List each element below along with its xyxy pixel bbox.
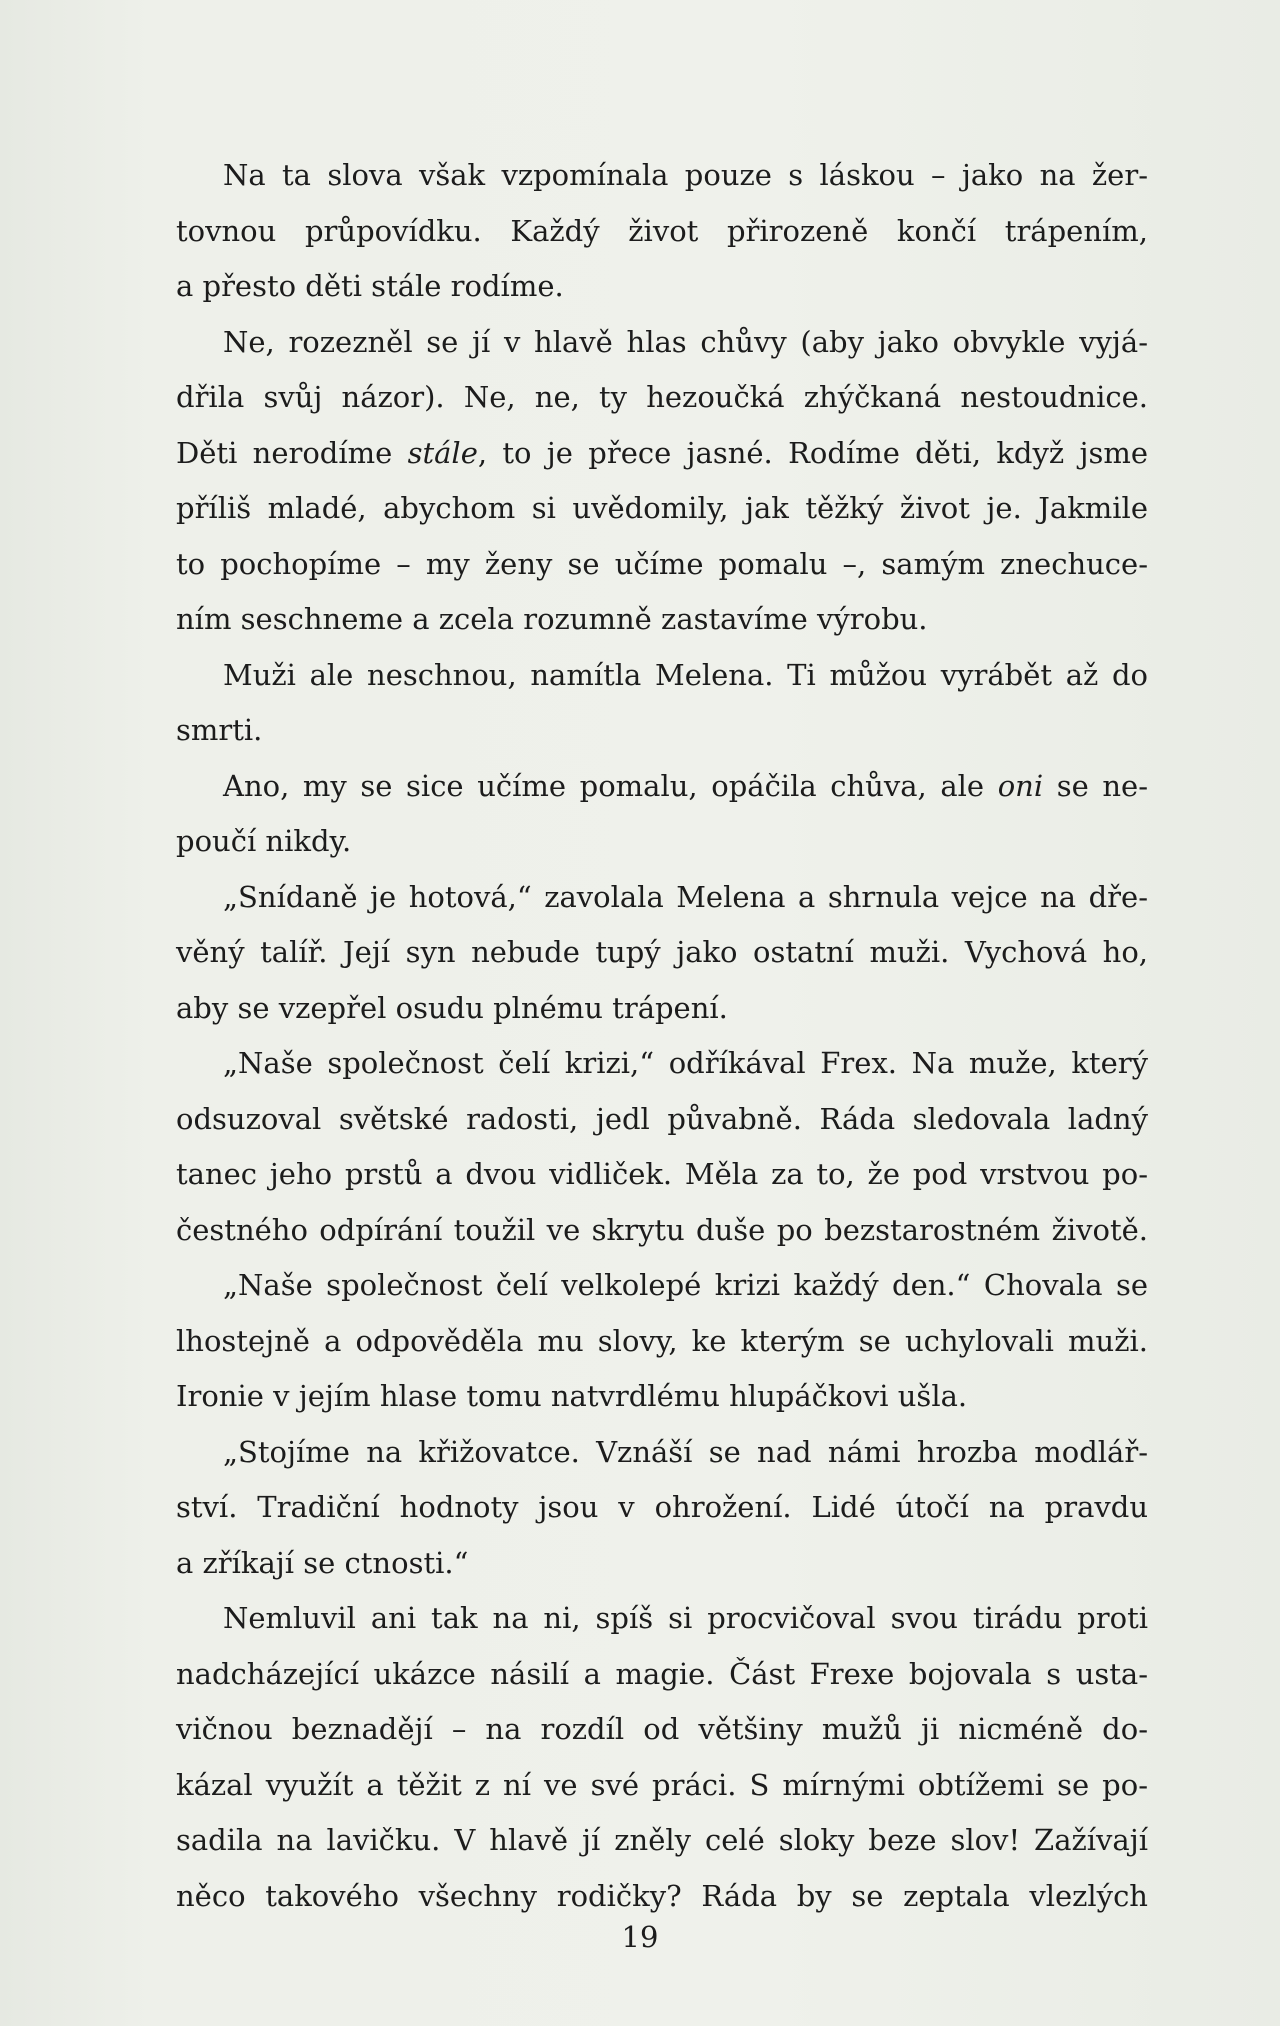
- text-line: poučí nikdy.: [176, 824, 352, 858]
- text-line: „Snídaně je hotová,“ zavolala Melena a shrnula vejce na dře-: [223, 879, 1148, 914]
- text-line: tanec jeho prstů a dvou vidliček. Měla za to, že pod vrstvou po-: [176, 1157, 1148, 1191]
- text-line: „Naše společnost čelí velkolepé krizi každý den.“ Chovala se: [223, 1268, 1148, 1302]
- text-line: čestného odpírání toužil ve skrytu duše po bezstarostném životě.: [176, 1212, 1148, 1247]
- text-line: věný talíř. Její syn nebude tupý jako ostatní muži. Vychová ho,: [176, 935, 1148, 969]
- text-line: vičnou beznadějí – na rozdíl od většiny mužů ji nicméně do-: [176, 1712, 1148, 1746]
- text-line: sadila na lavičku. V hlavě jí zněly celé sloky beze slov! Zažívají: [176, 1823, 1148, 1857]
- text-line: „Naše společnost čelí krizi,“ odříkával Frex. Na muže, který: [223, 1046, 1148, 1080]
- text-line: Ano, my se sice učíme pomalu, opáčila chůva, ale oni se ne-: [223, 768, 1149, 803]
- body-text: [176, 148, 1148, 1924]
- text-line: ním seschneme a zcela rozumně zastavíme výrobu.: [176, 602, 928, 636]
- emphasis: stále: [407, 435, 478, 470]
- text-line: a přesto děti stále rodíme.: [176, 269, 564, 303]
- text-line: Nemluvil ani tak na ni, spíš si procvičoval svou tirádu proti: [223, 1601, 1148, 1635]
- text-line: smrti.: [176, 713, 263, 747]
- text-line: ství. Tradiční hodnoty jsou v ohrožení. Lidé útočí na pravdu: [176, 1490, 1148, 1524]
- text-line: Ironie v jejím hlase tomu natvrdlému hlupáčkovi ušla.: [176, 1379, 968, 1413]
- text-line: příliš mladé, abychom si uvědomily, jak těžký život je. Jakmile: [176, 491, 1148, 525]
- text-line: a zříkají se ctnosti.“: [176, 1545, 469, 1580]
- text-line: nadcházející ukázce násilí a magie. Část Frexe bojovala s usta-: [176, 1656, 1148, 1691]
- text-line: něco takového všechny rodičky? Ráda by se zeptala vlezlých: [176, 1878, 1148, 1913]
- text-line: lhostejně a odpověděla mu slovy, ke kterým se uchylovali muži.: [176, 1323, 1148, 1358]
- text-line: Ne, rozezněl se jí v hlavě hlas chůvy (aby jako obvykle vyjá-: [223, 324, 1148, 359]
- text-line: Děti nerodíme stále, to je přece jasné. Rodíme děti, když jsme: [176, 435, 1148, 470]
- text-line: dřila svůj názor). Ne, ne, ty hezoučká zhýčkaná nestoudnice.: [176, 380, 1148, 414]
- page-number: 19: [621, 1920, 659, 1954]
- text-line: odsuzoval světské radosti, jedl půvabně. Ráda sledovala ladný: [176, 1101, 1148, 1136]
- text-line: aby se vzepřel osudu plnému trápení.: [176, 990, 728, 1025]
- text-line: Na ta slova však vzpomínala pouze s láskou – jako na žer-: [223, 158, 1148, 192]
- text-line: kázal využít a těžit z ní ve své práci. S mírnými obtížemi se po-: [176, 1767, 1148, 1802]
- text-line: „Stojíme na křižovatce. Vznáší se nad námi hrozba modlář-: [223, 1434, 1148, 1469]
- text-line: Muži ale neschnou, namítla Melena. Ti můžou vyrábět až do: [223, 657, 1148, 692]
- emphasis: oni: [997, 768, 1044, 803]
- text-line: to pochopíme – my ženy se učíme pomalu –, samým znechuce-: [176, 546, 1148, 581]
- text-line: tovnou průpovídku. Každý život přirozeně končí trápením,: [176, 213, 1148, 248]
